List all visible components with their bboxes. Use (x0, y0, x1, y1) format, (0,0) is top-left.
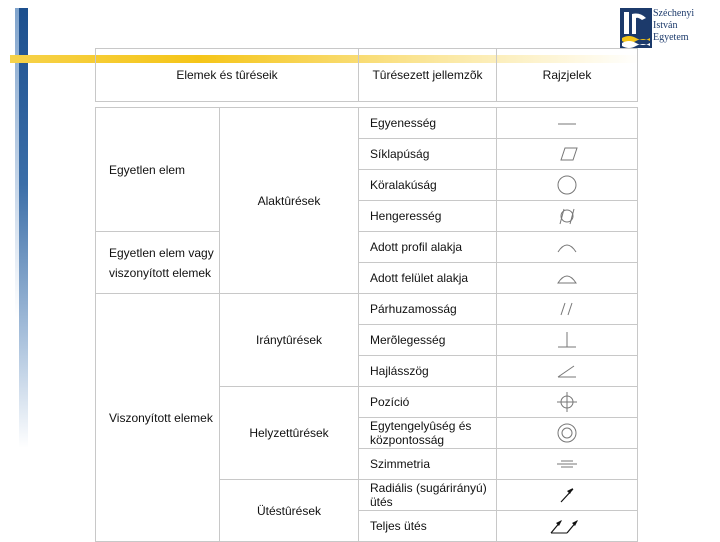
characteristic-total-runout: Teljes ütés (359, 511, 497, 542)
university-logo (620, 8, 715, 52)
table-row (96, 294, 638, 325)
flatness-icon (555, 146, 579, 162)
group-form-tolerances: Alaktûrések (220, 108, 359, 294)
group-related-elements: Viszonyított elemek (96, 294, 220, 542)
logo-text-line1: Széchenyi (653, 8, 695, 19)
total-runout-icon (547, 516, 587, 536)
decorative-side-bar (19, 8, 28, 448)
line-profile-icon (555, 240, 579, 254)
concentricity-icon (555, 422, 579, 444)
characteristic-concentricity-line2: központosság (370, 433, 445, 447)
group-single-or-related-line2: viszonyított elemek (109, 265, 212, 280)
characteristic-surface-profile: Adott felület alakja (359, 263, 497, 294)
characteristic-circular-runout-line2: ütés (370, 495, 393, 509)
position-icon (555, 391, 579, 413)
tolerance-table (95, 48, 638, 542)
group-single-or-related-line1: Egyetlen elem vagy (109, 245, 214, 260)
characteristic-position: Pozíció (359, 387, 497, 418)
header-characteristic: Tûrésezett jellemzõk (359, 49, 497, 102)
circularity-icon (555, 174, 579, 196)
table-row (96, 232, 638, 263)
characteristic-straightness: Egyenesség (359, 108, 497, 139)
characteristic-circularity: Köralakúság (359, 170, 497, 201)
perpendicularity-icon (555, 330, 579, 350)
parallelism-icon (555, 301, 579, 317)
angularity-icon (555, 363, 579, 379)
circular-runout-icon (555, 485, 579, 505)
characteristic-parallelism: Párhuzamosság (359, 294, 497, 325)
characteristic-angularity: Hajlásszög (359, 356, 497, 387)
cylindricity-icon (555, 207, 579, 225)
symmetry-icon (555, 457, 579, 471)
group-orientation-tolerances: Iránytûrések (220, 294, 359, 387)
header-symbols: Rajzjelek (497, 49, 638, 102)
characteristic-circular-runout-line1: Radiális (sugárirányú) (370, 481, 487, 495)
group-runout-tolerances: Ütéstûrések (220, 480, 359, 542)
group-location-tolerances: Helyzettûrések (220, 387, 359, 480)
surface-profile-icon (555, 271, 579, 285)
characteristic-line-profile: Adott profil alakja (359, 232, 497, 263)
characteristic-flatness: Síklapúság (359, 139, 497, 170)
university-logo-mark-icon (620, 8, 652, 48)
characteristic-perpendicularity: Merõlegesség (359, 325, 497, 356)
header-elements: Elemek és tûréseik (96, 49, 359, 102)
characteristic-cylindricity: Hengeresség (359, 201, 497, 232)
characteristic-concentricity-line1: Egytengelyûség és (370, 419, 472, 433)
logo-text-line3: Egyetem (653, 32, 689, 43)
table-row (96, 108, 638, 139)
logo-text-line2: István (653, 20, 678, 31)
characteristic-symmetry: Szimmetria (359, 449, 497, 480)
group-single-element: Egyetlen elem (96, 108, 220, 232)
straightness-icon (555, 116, 579, 130)
table-header-row (96, 49, 638, 102)
